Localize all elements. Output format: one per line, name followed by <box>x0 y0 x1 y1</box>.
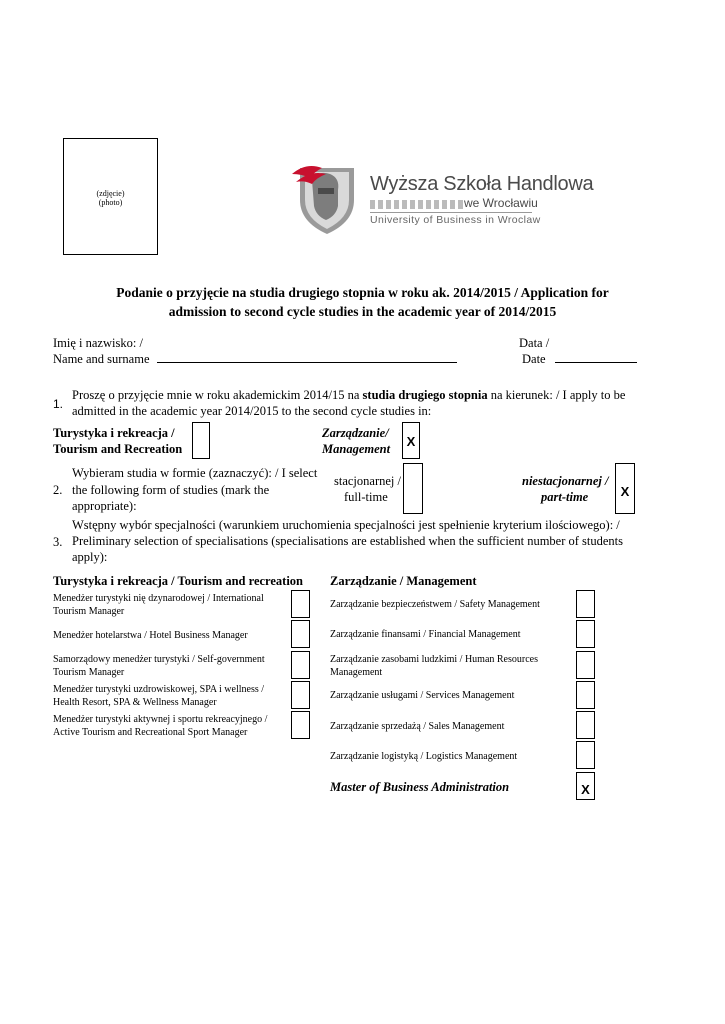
management-item-checkbox[interactable] <box>576 741 595 769</box>
management-item-checkbox[interactable] <box>576 711 595 739</box>
option-management-checkbox[interactable]: X <box>402 422 420 459</box>
option-tourism-label-en: Tourism and Recreation <box>53 442 183 456</box>
photo-label-en: (photo) <box>98 198 123 207</box>
shield-logo-icon <box>292 160 362 236</box>
photo-label-pl: (zdjęcie) <box>96 189 125 198</box>
date-label-pl: Data / <box>519 336 550 350</box>
fulltime-label-pl: stacjonarnej / <box>334 474 401 488</box>
university-logo <box>292 160 594 236</box>
date-field[interactable] <box>555 350 637 363</box>
section2-line1: Wybieram studia w formie (zaznaczyć): / I select <box>72 466 318 480</box>
tourism-item-checkbox[interactable] <box>291 620 310 648</box>
logo-name: Wyższa Szkoła Handlowa <box>370 173 594 195</box>
section2-number: 2. <box>53 483 63 497</box>
option-tourism-label-pl: Turystyka i rekreacja / <box>53 426 175 440</box>
management-item-checkbox[interactable] <box>576 590 595 618</box>
logo-english: University of Business in Wroclaw <box>370 214 541 226</box>
section3-line3: apply): <box>72 550 108 564</box>
section3-line1: Wstępny wybór specjalności (warunkiem uruchomienia specjalności jest spełnienie kryterium ilościowego): / <box>72 518 620 532</box>
tourism-item: Menedżer turystyki nię dzynarodowej / International Tourism Manager <box>53 593 264 617</box>
section1-text-a: Proszę o przyjęcie mnie w roku akademickim 2014/15 na <box>72 388 363 402</box>
title-line2: admission to second cycle studies in the academic year of 2014/2015 <box>168 304 557 319</box>
management-item: Zarządzanie finansami / Financial Management <box>330 629 521 640</box>
section3-number: 3. <box>53 535 63 549</box>
parttime-checkbox[interactable]: X <box>615 463 635 514</box>
section1-text-b: na kierunek: / I apply to be <box>487 388 626 402</box>
tourism-item: Menedżer turystyki uzdrowiskowej, SPA i wellness / Health Resort, SPA & Wellness Manager <box>53 684 265 708</box>
name-field[interactable] <box>157 350 457 363</box>
fulltime-label-en: full-time <box>344 490 388 504</box>
parttime-label-en: part-time <box>541 490 589 504</box>
section1-text-bold: studia drugiego stopnia <box>362 388 488 402</box>
mba-label: Master of Business Administration <box>330 780 510 794</box>
management-item: Zarządzanie bezpieczeństwem / Safety Management <box>330 599 540 610</box>
management-item: Zarządzanie sprzedażą / Sales Management <box>330 721 505 732</box>
page-title <box>40 283 685 321</box>
section3-line2: Preliminary selection of specialisations (specialisations are established when the sufficient number of students <box>72 534 624 548</box>
parttime-label-pl: niestacjonarnej / <box>522 474 609 488</box>
tourism-item: Menedżer turystyki aktywnej i sportu rekreacyjnego / Active Tourism and Recreational Sport Manager <box>53 714 268 738</box>
logo-divider <box>370 212 532 213</box>
management-item-checkbox[interactable] <box>576 620 595 648</box>
section1-text-line2: admitted in the academic year 2014/2015 to the second cycle studies in: <box>72 404 432 418</box>
title-line1: Podanie o przyjęcie na studia drugiego stopnia w roku ak. 2014/2015 / Application for <box>116 285 609 300</box>
section1-number: 1. <box>53 397 64 411</box>
management-item: Zarządzanie zasobami ludzkimi / Human Resources Management <box>330 654 538 678</box>
option-management-label-en: Management <box>322 442 391 456</box>
tourism-item-checkbox[interactable] <box>291 590 310 618</box>
photo-placeholder <box>63 138 158 255</box>
logo-stripes <box>370 200 463 209</box>
option-management-label-pl: Zarządzanie/ <box>322 426 389 440</box>
date-label-en: Date <box>522 352 546 366</box>
management-item: Zarządzanie logistyką / Logistics Management <box>330 751 518 762</box>
name-label-pl: Imię i nazwisko: / <box>53 336 143 350</box>
mba-checkbox[interactable]: X <box>576 772 595 800</box>
logo-city: we Wrocławiu <box>464 196 538 210</box>
tourism-item-checkbox[interactable] <box>291 651 310 679</box>
tourism-item: Samorządowy menedżer turystyki / Self-government Tourism Manager <box>53 654 265 678</box>
tourism-item-checkbox[interactable] <box>291 681 310 709</box>
section2-line2: the following form of studies (mark the <box>72 483 270 497</box>
management-item-checkbox[interactable] <box>576 651 595 679</box>
section1-text-line1 <box>72 387 625 403</box>
tourism-specialisations-header: Turystyka i rekreacja / Tourism and recreation <box>53 574 304 588</box>
option-tourism-checkbox[interactable] <box>192 422 210 459</box>
management-item: Zarządzanie usługami / Services Management <box>330 690 515 701</box>
section2-line3: appropriate): <box>72 499 137 513</box>
tourism-item-checkbox[interactable] <box>291 711 310 739</box>
management-specialisations-header: Zarządzanie / Management <box>330 574 477 588</box>
fulltime-checkbox[interactable] <box>403 463 423 514</box>
management-item-checkbox[interactable] <box>576 681 595 709</box>
name-label-en: Name and surname <box>53 352 150 366</box>
tourism-item: Menedżer hotelarstwa / Hotel Business Manager <box>53 630 248 641</box>
